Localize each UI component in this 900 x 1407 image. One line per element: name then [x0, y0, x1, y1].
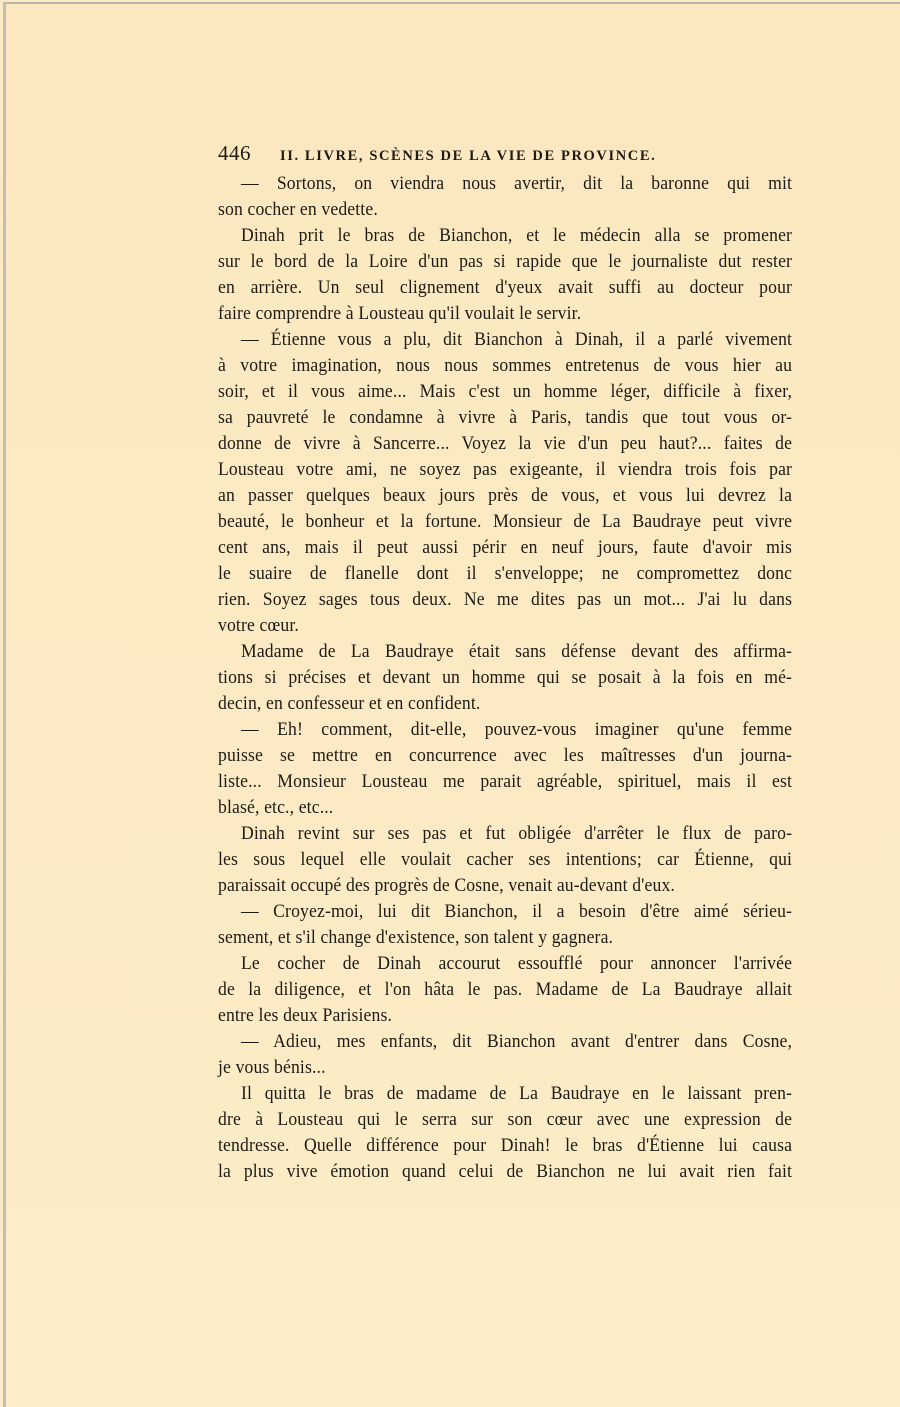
text-line: de la diligence, et l'on hâta le pas. Madame de La Baudraye allait	[218, 979, 793, 1000]
text-line: Le cocher de Dinah accourut essoufflé pour annoncer l'arrivée	[241, 953, 793, 974]
text-line: tions si précises et devant un homme qui se posait à la fois en mé-	[218, 667, 793, 688]
text-line: votre cœur.	[218, 615, 299, 636]
text-line: an passer quelques beaux jours près de vous, et vous lui devrez la	[218, 485, 793, 506]
text-line: Madame de La Baudraye était sans défense devant des affirma-	[241, 641, 793, 662]
text-line: decin, en confesseur et en confident.	[218, 693, 481, 714]
text-line: je vous bénis...	[218, 1057, 326, 1078]
text-line: les sous lequel elle voulait cacher ses intentions; car Étienne, qui	[218, 849, 793, 870]
text-line: sur le bord de la Loire d'un pas si rapide que le journaliste dut rester	[218, 251, 793, 272]
text-line: blasé, etc., etc...	[218, 797, 334, 818]
text-line: dre à Lousteau qui le serra sur son cœur avec une expression de	[218, 1109, 793, 1130]
text-line: — Adieu, mes enfants, dit Bianchon avant d'entrer dans Cosne,	[241, 1031, 793, 1052]
text-line: Dinah prit le bras de Bianchon, et le médecin alla se promener	[241, 225, 793, 246]
text-line: Il quitta le bras de madame de La Baudraye en le laissant pren-	[241, 1083, 793, 1104]
text-line: à votre imagination, nous nous sommes entretenus de vous hier au	[218, 355, 793, 376]
text-line: le suaire de flanelle dont il s'enveloppe; ne compromettez donc	[218, 563, 793, 584]
text-line: la plus vive émotion quand celui de Bianchon ne lui avait rien fait	[218, 1161, 793, 1182]
text-line: donne de vivre à Sancerre... Voyez la vie d'un peu haut?... faites de	[218, 433, 793, 454]
text-line: beauté, le bonheur et la fortune. Monsieur de La Baudraye peut vivre	[218, 511, 793, 532]
text-line: rien. Soyez sages tous deux. Ne me dites pas un mot... J'ai lu dans	[218, 589, 793, 610]
text-line: tendresse. Quelle différence pour Dinah! le bras d'Étienne lui causa	[218, 1135, 793, 1156]
text-line: sement, et s'il change d'existence, son talent y gagnera.	[218, 927, 614, 948]
paragraph	[218, 821, 792, 899]
running-title: II. LIVRE, SCÈNES DE LA VIE DE PROVINCE.	[280, 148, 657, 164]
text-line: Dinah revint sur ses pas et fut obligée d'arrêter le flux de paro-	[241, 823, 793, 844]
text-line: entre les deux Parisiens.	[218, 1005, 393, 1026]
text-line: — Croyez-moi, lui dit Bianchon, il a besoin d'être aimé sérieu-	[241, 901, 793, 922]
text-line: en arrière. Un seul clignement d'yeux avait suffi au docteur pour	[218, 277, 793, 298]
paragraph	[218, 899, 792, 951]
text-line: son cocher en vedette.	[218, 199, 378, 220]
body-text	[218, 171, 792, 1185]
text-line: faire comprendre à Lousteau qu'il voulait le servir.	[218, 303, 582, 324]
paragraph	[218, 327, 792, 639]
text-line: — Eh! comment, dit-elle, pouvez-vous imaginer qu'une femme	[241, 719, 793, 740]
running-head	[218, 141, 792, 171]
text-line: sa pauvreté le condamne à vivre à Paris, tandis que tout vous or-	[218, 407, 793, 428]
paragraph	[218, 639, 792, 717]
paragraph	[218, 1081, 792, 1185]
paragraph	[218, 223, 792, 327]
text-line: liste... Monsieur Lousteau me parait agréable, spirituel, mais il est	[218, 771, 793, 792]
text-line: paraissait occupé des progrès de Cosne, venait au-devant d'eux.	[218, 875, 675, 896]
text-line: — Sortons, on viendra nous avertir, dit la baronne qui mit	[241, 173, 793, 194]
text-line: cent ans, mais il peut aussi périr en neuf jours, faute d'avoir mis	[218, 537, 793, 558]
text-line: Lousteau votre ami, ne soyez pas exigeante, il viendra trois fois par	[218, 459, 793, 480]
paragraph	[218, 717, 792, 821]
paragraph	[218, 951, 792, 1029]
text-block	[218, 141, 792, 1185]
text-line: puisse se mettre en concurrence avec les maîtresses d'un journa-	[218, 745, 793, 766]
page-number: 446	[218, 141, 251, 165]
text-line: — Étienne vous a plu, dit Bianchon à Dinah, il a parlé vivement	[241, 329, 793, 350]
paragraph	[218, 1029, 792, 1081]
paragraph	[218, 171, 792, 223]
text-line: soir, et il vous aime... Mais c'est un homme léger, difficile à fixer,	[218, 381, 793, 402]
